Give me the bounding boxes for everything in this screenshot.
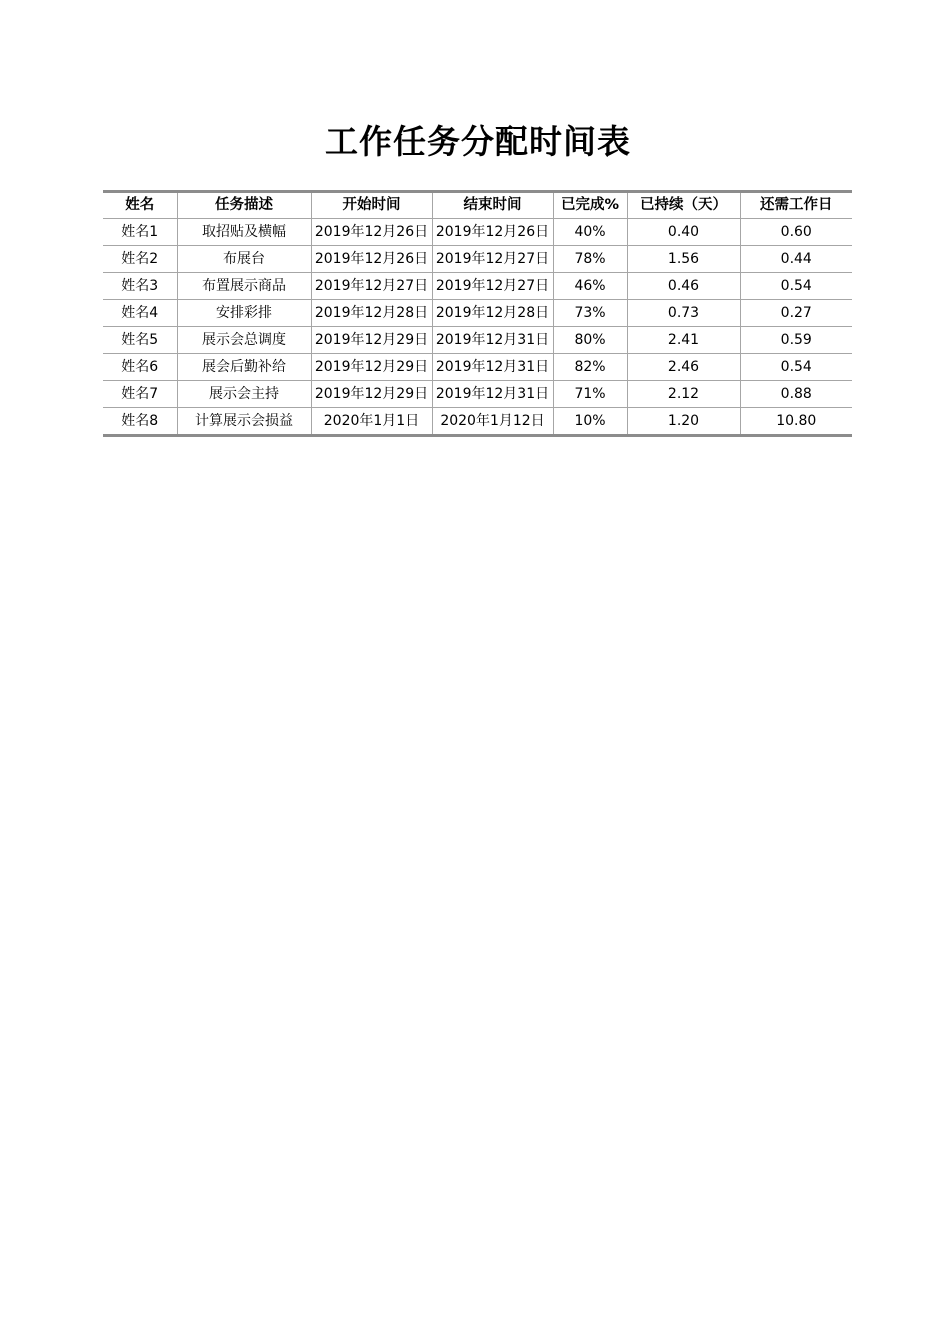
table-row [103,300,852,327]
column-header-start: 开始时间 [311,192,432,219]
cell-completed: 80% [553,327,627,354]
cell-start-date: 2019年12月27日 [311,273,432,300]
cell-end-date: 2019年12月31日 [432,381,553,408]
page-title: 工作任务分配时间表 [325,122,631,161]
cell-start-date: 2019年12月26日 [311,246,432,273]
cell-start-date: 2019年12月26日 [311,219,432,246]
cell-completed: 71% [553,381,627,408]
cell-end-date: 2019年12月31日 [432,354,553,381]
cell-duration: 2.41 [627,327,740,354]
cell-duration: 1.20 [627,408,740,436]
cell-start-date: 2020年1月1日 [311,408,432,436]
cell-task: 布置展示商品 [177,273,311,300]
column-header-end: 结束时间 [432,192,553,219]
cell-name: 姓名6 [103,354,177,381]
cell-duration: 0.40 [627,219,740,246]
cell-duration: 2.12 [627,381,740,408]
cell-task: 取招贴及横幅 [177,219,311,246]
cell-end-date: 2019年12月28日 [432,300,553,327]
cell-duration: 1.56 [627,246,740,273]
cell-remaining: 0.59 [740,327,852,354]
cell-completed: 46% [553,273,627,300]
cell-task: 计算展示会损益 [177,408,311,436]
cell-remaining: 0.44 [740,246,852,273]
task-table [103,190,852,437]
cell-name: 姓名2 [103,246,177,273]
table-row [103,246,852,273]
table-row [103,273,852,300]
cell-name: 姓名7 [103,381,177,408]
cell-duration: 0.73 [627,300,740,327]
cell-start-date: 2019年12月28日 [311,300,432,327]
column-header-name: 姓名 [103,192,177,219]
cell-remaining: 0.54 [740,354,852,381]
cell-task: 展示会总调度 [177,327,311,354]
cell-name: 姓名5 [103,327,177,354]
cell-end-date: 2020年1月12日 [432,408,553,436]
column-header-task: 任务描述 [177,192,311,219]
cell-end-date: 2019年12月27日 [432,273,553,300]
cell-task: 展示会主持 [177,381,311,408]
cell-completed: 82% [553,354,627,381]
cell-start-date: 2019年12月29日 [311,381,432,408]
cell-task: 安排彩排 [177,300,311,327]
cell-task: 布展台 [177,246,311,273]
cell-end-date: 2019年12月27日 [432,246,553,273]
cell-name: 姓名1 [103,219,177,246]
column-header-completed: 已完成% [553,192,627,219]
cell-remaining: 0.27 [740,300,852,327]
table-row [103,381,852,408]
cell-remaining: 0.88 [740,381,852,408]
cell-remaining: 0.60 [740,219,852,246]
cell-remaining: 0.54 [740,273,852,300]
cell-end-date: 2019年12月26日 [432,219,553,246]
table-row [103,219,852,246]
cell-completed: 78% [553,246,627,273]
table-header-row [103,192,852,219]
column-header-duration: 已持续（天） [627,192,740,219]
cell-completed: 10% [553,408,627,436]
cell-duration: 0.46 [627,273,740,300]
cell-start-date: 2019年12月29日 [311,354,432,381]
cell-name: 姓名8 [121,413,159,429]
cell-completed: 40% [553,219,627,246]
cell-task: 展会后勤补给 [177,354,311,381]
cell-end-date: 2019年12月31日 [432,327,553,354]
cell-completed: 73% [553,300,627,327]
cell-name: 姓名4 [103,300,177,327]
cell-name: 姓名3 [103,273,177,300]
cell-remaining: 10.80 [740,408,852,436]
cell-duration: 2.46 [627,354,740,381]
table-row [103,408,852,436]
cell-start-date: 2019年12月29日 [311,327,432,354]
column-header-remaining: 还需工作日 [740,192,852,219]
table-row [103,354,852,381]
table-row [103,327,852,354]
